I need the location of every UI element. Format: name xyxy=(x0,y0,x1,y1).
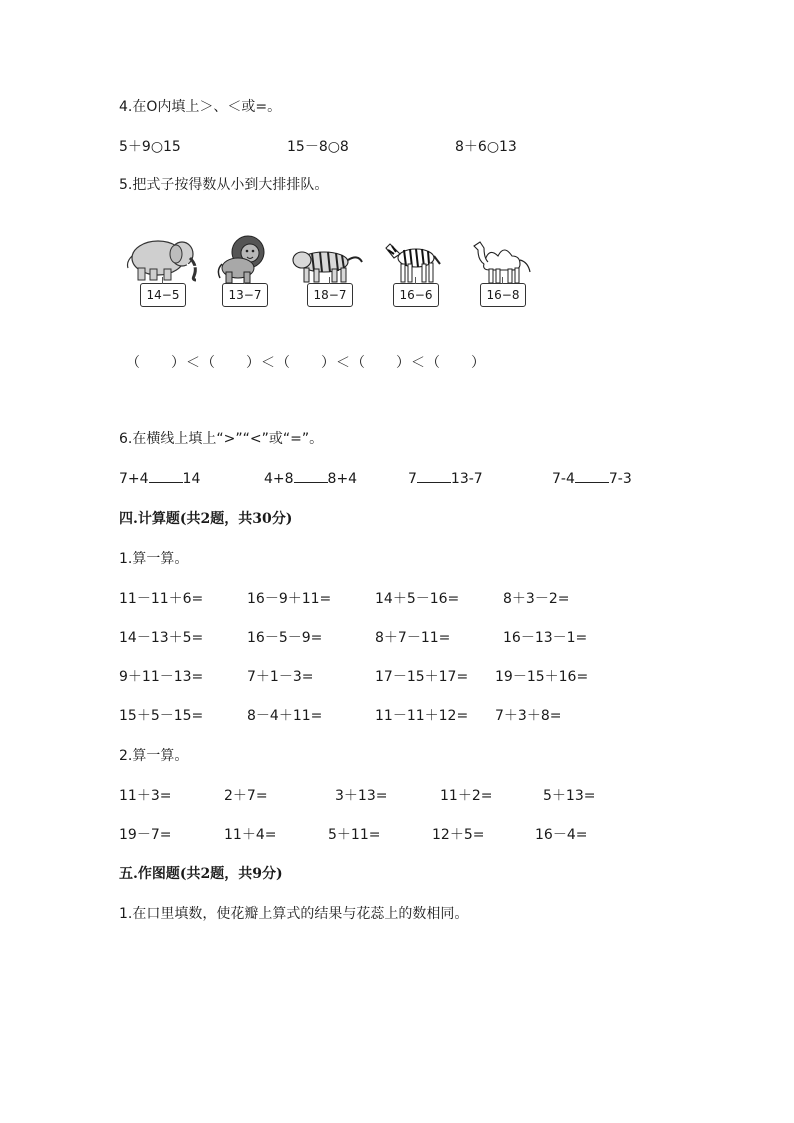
calc-item: 16－5－9= xyxy=(247,630,323,646)
q6-blank[interactable] xyxy=(294,468,328,483)
section5-p1-title: 1.在口里填数，使花瓣上算式的结果与花蕊上的数相同。 xyxy=(119,906,469,922)
calc-item: 16－4= xyxy=(535,827,588,843)
q6-right: 14 xyxy=(182,471,201,487)
q6-item xyxy=(408,468,483,490)
elephant-icon xyxy=(124,236,204,284)
calc-row xyxy=(0,705,794,727)
q6-left: 7-4 xyxy=(552,471,575,487)
calc-item: 11＋3= xyxy=(119,788,172,804)
q6-right: 7-3 xyxy=(608,471,632,487)
calc-item: 19－15＋16= xyxy=(495,669,589,685)
calc-item: 16－9＋11= xyxy=(247,591,332,607)
calc-item: 3＋13= xyxy=(335,788,388,804)
calc-item: 8＋3－2= xyxy=(503,591,570,607)
calc-row xyxy=(0,785,794,807)
section4-p2-title: 2.算一算。 xyxy=(119,748,189,764)
q6-left: 7+4 xyxy=(119,471,149,487)
calc-item: 14＋5－16= xyxy=(375,591,460,607)
section5-heading: 五.作图题(共2题，共9分) xyxy=(119,866,283,882)
q6-title: 6.在横线上填上“>”“<”或“=”。 xyxy=(119,431,324,447)
camel-tag: 16−8 xyxy=(480,283,526,307)
calc-item: 7＋1－3= xyxy=(247,669,314,685)
lion-icon xyxy=(216,234,270,284)
q6-right: 8+4 xyxy=(327,471,358,487)
q5-order-row: （ ）＜（ ）＜（ ）＜（ ）＜（ ） xyxy=(126,355,486,371)
q4-item: 8＋6○13 xyxy=(455,139,517,155)
q6-item xyxy=(264,468,357,490)
q4-items xyxy=(0,136,794,158)
section4-heading: 四.计算题(共2题，共30分) xyxy=(119,511,293,527)
calc-item: 5＋13= xyxy=(543,788,596,804)
elephant-tag: 14−5 xyxy=(140,283,186,307)
q6-blank[interactable] xyxy=(417,468,451,483)
calc-item: 11－11＋12= xyxy=(375,708,469,724)
calc-item: 11＋4= xyxy=(224,827,277,843)
q4-item: 5＋9○15 xyxy=(119,139,181,155)
zebra-tag: 16−6 xyxy=(393,283,439,307)
q4-title: 4.在O内填上＞、＜或=。 xyxy=(119,99,282,115)
q5-title: 5.把式子按得数从小到大排排队。 xyxy=(119,177,329,193)
q6-blank[interactable] xyxy=(575,468,609,483)
lion-tag: 13−7 xyxy=(222,283,268,307)
q6-item xyxy=(119,468,200,490)
calc-item: 17－15＋17= xyxy=(375,669,469,685)
calc-row xyxy=(0,627,794,649)
calc-item: 5＋11= xyxy=(328,827,381,843)
calc-row xyxy=(0,824,794,846)
calc-item: 2＋7= xyxy=(224,788,268,804)
q4-item: 15－8○8 xyxy=(287,139,349,155)
calc-row xyxy=(0,666,794,688)
calc-item: 15＋5－15= xyxy=(119,708,204,724)
calc-row xyxy=(0,588,794,610)
q6-items xyxy=(0,468,794,490)
calc-item: 19－7= xyxy=(119,827,172,843)
calc-item: 7＋3＋8= xyxy=(495,708,562,724)
q6-right: 13-7 xyxy=(450,471,483,487)
zebra-icon xyxy=(384,240,444,284)
calc-item: 12＋5= xyxy=(432,827,485,843)
section4-p1-title: 1.算一算。 xyxy=(119,551,189,567)
calc-item: 11－11＋6= xyxy=(119,591,204,607)
q6-left: 7 xyxy=(408,471,417,487)
q6-blank[interactable] xyxy=(149,468,183,483)
calc-item: 8＋7－11= xyxy=(375,630,451,646)
calc-item: 9＋11－13= xyxy=(119,669,204,685)
calc-item: 16－13－1= xyxy=(503,630,588,646)
calc-item: 11＋2= xyxy=(440,788,493,804)
tiger-tag: 18−7 xyxy=(307,283,353,307)
calc-item: 14－13＋5= xyxy=(119,630,204,646)
q6-left: 4+8 xyxy=(264,471,294,487)
calc-item: 8－4＋11= xyxy=(247,708,323,724)
q6-item xyxy=(552,468,632,490)
